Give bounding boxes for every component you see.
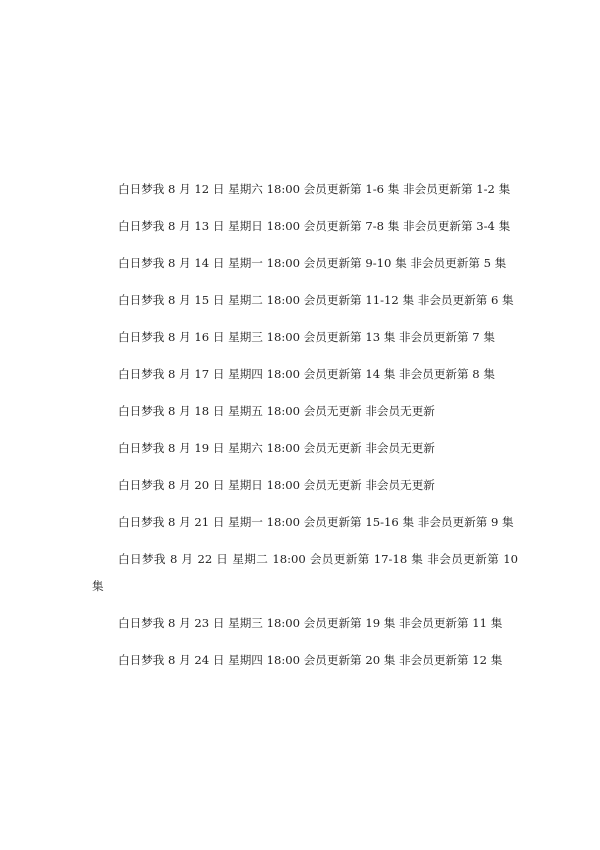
schedule-entry: 白日梦我 8 月 24 日 星期四 18:00 会员更新第 20 集 非会员更新第 12 集 — [118, 653, 503, 667]
title-container — [0, 73, 600, 92]
schedule-entry: 白日梦我 8 月 17 日 星期四 18:00 会员更新第 14 集 非会员更新第 8 集 — [118, 367, 495, 381]
schedule-entry: 白日梦我 8 月 23 日 星期三 18:00 会员更新第 19 集 非会员更新第 11 集 — [118, 616, 503, 630]
schedule-entry: 白日梦我 8 月 12 日 星期六 18:00 会员更新第 1-6 集 非会员更新第 1-2 集 — [118, 182, 511, 196]
schedule-entry: 白日梦我 8 月 20 日 星期日 18:00 会员无更新 非会员无更新 — [118, 478, 435, 492]
schedule-entry: 白日梦我 8 月 22 日 星期二 18:00 会员更新第 17-18 集 非会员更新第 10 集 — [92, 552, 518, 593]
schedule-entry: 白日梦我 8 月 13 日 星期日 18:00 会员更新第 7-8 集 非会员更新第 3-4 集 — [118, 219, 511, 233]
schedule-entry: 白日梦我 8 月 19 日 星期六 18:00 会员无更新 非会员无更新 — [118, 441, 435, 455]
schedule-list — [92, 176, 518, 684]
schedule-entry: 白日梦我 8 月 15 日 星期二 18:00 会员更新第 11-12 集 非会员更新第 6 集 — [118, 293, 514, 307]
schedule-entry: 白日梦我 8 月 18 日 星期五 18:00 会员无更新 非会员无更新 — [118, 404, 435, 418]
schedule-entry: 白日梦我 8 月 21 日 星期一 18:00 会员更新第 15-16 集 非会员更新第 9 集 — [118, 515, 514, 529]
schedule-entry: 白日梦我 8 月 14 日 星期一 18:00 会员更新第 9-10 集 非会员更新第 5 集 — [118, 256, 507, 270]
schedule-entry: 白日梦我 8 月 16 日 星期三 18:00 会员更新第 13 集 非会员更新第 7 集 — [118, 330, 495, 344]
